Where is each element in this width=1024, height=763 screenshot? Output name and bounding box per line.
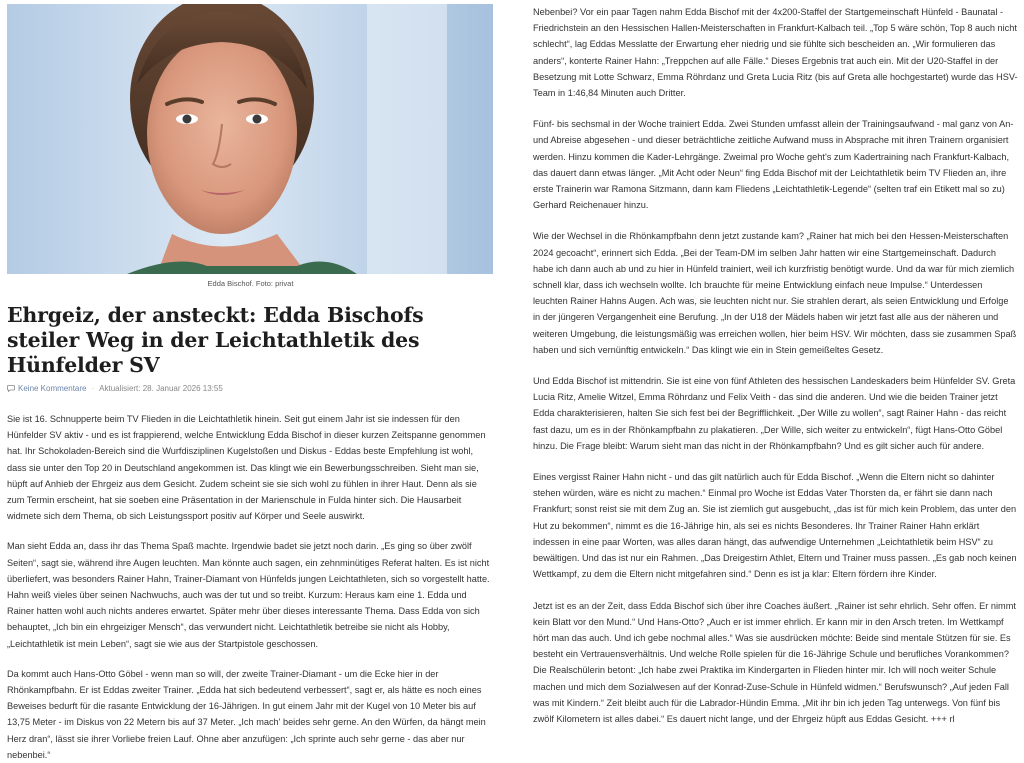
left-column: [7, 4, 494, 763]
article-paragraph: Eines vergisst Rainer Hahn nicht - und das gilt natürlich auch für Edda Bischof. „Wenn die Eltern nicht so dahinter stehen würden, wäre es nicht zu machen.“ Einmal pro Woche ist Eddas Vater Thorsten da, er fährt sie dann nach Frankfurt; sonst reist sie mit dem Zug an. Sie ist ziemlich gut ausgebucht, „das ist für mich kein Problem, das unter den Hut zu bekommen“, nimmt es die 16-Jährige hin, als sei es nichts Besonderes. Ihr Trainer Rainer Hahn erklärt indessen in eine paar Worten, was alles daran hängt, das aufwendige Unternehmen „Leichtathletik beim HSV“ zu bewältigen. Und das ist nur ein Rahmen. „Das Dreigestirn Athlet, Eltern und Trainer muss passen. „Es gab noch keinen Wettkampf, zu dem die Eltern nicht mitgefahren sind.“ Denn es ist ja klar: Eltern fördern ihre Kinder.: [533, 472, 1017, 580]
article-paragraph: Und Edda Bischof ist mittendrin. Sie ist eine von fünf Athleten des hessischen Landeskaders beim Hünfelder SV. Greta Lucia Ritz, Amelie Witzel, Emma Röhrdanz und Felix Veith - das sind die anderen. Und wie die beiden Trainer jetzt Edda charakterisieren, halten Sie sich fest bei der Begrifflichkeit. „Der Wille zu wollen“, sagt Rainer Hahn - das reicht fast dazu, um es in der Rhönkampfbahn zu plakatieren. „Der Wille, sich weiter zu entwickeln“, fügt Hans-Otto Göbel hinzu. Die Frage bleibt: Warum sieht man das nicht in der Rhönkampfbahn? Und es gilt sicher auch für andere.: [533, 376, 1016, 451]
portrait-illustration: [7, 4, 493, 274]
article-paragraph: Jetzt ist es an der Zeit, dass Edda Bischof sich über ihre Coaches äußert. „Rainer ist sehr ehrlich. Sehr offen. Er nimmt kein Blatt vor den Mund.“ Und Hans-Otto? „Auch er ist immer ehrlich. Er kann mir in den Arsch treten. Im Wettkampf hört man das auch. Und ich gebe nochmal alles.“ Was sie ausdrücken möchte: Beide sind mentale Stützen für sie. Es besteht ein Vertrauensverhältnis. Und welche Rolle spielen für die 16-Jährige Schule und berufliches Vorankommen? Die Realschülerin betont: „Ich habe zwei Praktika im Kindergarten in Flieden hinter mir. Ich will noch weiter Schule machen und mich dem Sozialwesen auf der Konrad-Zuse-Schule in Hünfeld widmen.“ Berufswunsch? „Auf jeden Fall was mit Kindern.“ Zeit bleibt auch für die Labrador-Hündin Emma. „Mit ihr bin ich jeden Tag unterwegs. Von fünf bis zwölf Kilometern ist alles dabei.“ Es dauert nicht lange, und der Ehrgeiz hüpft aus Eddas Gesicht. +++ rl: [533, 600, 1016, 724]
article-paragraph: Sie ist 16. Schnupperte beim TV Flieden in die Leichtathletik hinein. Seit gut einem Jahr ist sie indessen für den Hünfelder SV aktiv - und es ist frappierend, welche Entwicklung Edda Bischof in dieser kurzen Zeitspanne genommen hat. Ihr Schokoladen-Bereich sind die Wurfdisziplinen Kugelstoßen und Diskus - Eddas beste Empfehlung ist wohl, dass sie unter den Top 20 in Deutschland angekommen ist. Das klingt wie ein Bewerbungsschreiben. Sieht man sie, hüpft auf Anhieb der Ehrgeiz aus dem Gesicht. Zudem scheint sie sie sich wohl zu fühlen in ihrer Haut. Denn als sie zum Termin erscheint, hat sie soeben eine Präsentation in der Marienschule in Fulda hinter sich. Die Hausarbeit widmete sich dem Thema, ob sich Leistungssport positiv auf Körper und Seele auswirkt.: [7, 414, 486, 522]
meta-separator: ·: [91, 384, 95, 393]
article-photo: [7, 4, 493, 274]
article-paragraph: Da kommt auch Hans-Otto Göbel - wenn man so will, der zweite Trainer-Diamant - um die Ecke hier in der Rhönkampfbahn. Er ist Eddas zweiter Trainer. „Edda hat sich bedeutend verbessert“, sagt er, als hätte es noch eines Beweises bedurft für die rasante Entwicklung der 16-Jährigen. In gut einem Jahr mit der Kugel von 10 Meter bis auf 13,75 Meter - im Diskus von 22 Metern bis auf 37 Meter. „Ich mach' beides sehr gerne. An den Würfen, da hängt mein Herz dran“, lässt sie ihrer Vorliebe freien Lauf. Ohne aber anzufügen: „Ich sprinte auch sehr gerne - das aber nur nebenbei.“: [7, 668, 486, 760]
photo-caption: Edda Bischof. Foto: privat: [207, 279, 294, 288]
right-column: [533, 4, 1018, 742]
comment-icon: [7, 385, 15, 392]
article-paragraph: Wie der Wechsel in die Rhönkampfbahn denn jetzt zustande kam? „Rainer hat mich bei den Hessen-Meisterschaften 2024 gecoacht“, erinnert sich Edda. „Bei der Team-DM im selben Jahr hatten wir eine Startgemeinschaft. Dadurch habe ich dann auch ab und zu hier in Hünfeld trainiert, weil ich kurzfristig benötigt wurde. Und da war für mich ziemlich schnell klar, dass ich wechseln wollte. Ich brauchte für meine Entwicklung einfach neue Impulse.“ Unterdessen leuchten Rainer Hahns Augen. Ach was, sie leuchten nicht nur. Sie strahlen derart, als seien Entwicklung und Erfolge in der jüngeren Vergangenheit eine Berufung. „In der U18 der Mädels haben wir jetzt fast alle aus der näheren und weiteren Umgebung, die leistungsmäßig was erreichen wollen, hier beim HSV. Wir möchten, dass sie zusammen Spaß haben und sich vernünftig entwickeln.“ Das klingt wie ein in Stein gemeißeltes Gesetz.: [533, 231, 1017, 355]
comments-link[interactable]: Keine Kommentare: [18, 384, 87, 393]
article-headline: Ehrgeiz, der ansteckt: Edda Bischofs steiler Weg in der Leichtathletik des Hünfelder SV: [7, 303, 424, 377]
article-paragraph: Fünf- bis sechsmal in der Woche trainiert Edda. Zwei Stunden umfasst allein der Trainingsaufwand - mal ganz von An- und Abreise abgesehen - und dieser beträchtliche zeitliche Aufwand muss in Absprache mit ihren Trainern organisiert werden. Hinzu kommen die Kader-Lehrgänge. Zweimal pro Woche geht's zum Kadertraining nach Frankfurt-Kalbach, das dauert dann etwas länger. „Mit Acht oder Neun“ fing Edda Bischof mit der Leichtathletik beim TV Flieden an, ihre erste Trainerin war Ramona Sitzmann, dann kam Fliedens „Leichtathletik-Legende“ (selten traf ein Etikett mal so zu) Gerhard Reichenauer hinzu.: [533, 119, 1014, 211]
updated-timestamp: Aktualisiert: 28. Januar 2026 13:55: [99, 384, 223, 393]
article-paragraph: Nebenbei? Vor ein paar Tagen nahm Edda Bischof mit der 4x200-Staffel der Startgemeinschaft Hünfeld - Baunatal - Friedrichstein an den Hessischen Hallen-Meisterschaften in Frankfurt-Kalbach teil. „Top 5 wäre schön, Top 8 auch nicht schlecht“, lag Eddas Messlatte der Erwartung eher niedrig und sie fühlte sich bescheiden an. „Wir formulieren das anders“, konterte Rainer Hahn: „Treppchen auf alle Fälle.“ Dieses Ergebnis trat auch ein. Mit der U20-Staffel in der Besetzung mit Lotte Schwarz, Emma Röhrdanz und Greta Lucia Ritz (bis auf Greta alle hochgestartet) wurde das HSV-Team in 1:46,84 Minuten auch Dritter.: [533, 7, 1018, 99]
article-paragraph: Man sieht Edda an, dass ihr das Thema Spaß machte. Irgendwie badet sie jetzt noch darin. „Es ging so über zwölf Seiten“, sagt sie, während ihre Augen leuchten. Man könnte auch sagen, ein zehnminütiges Referat halten. Es ist nicht überliefert, was besonders Rainer Hahn, Trainer-Diamant von Hünfelds jungen Leichtathleten, sich so vorgestellt hatte. Hahn weiß vieles über seinen Nachwuchs, auch was der tut und so treibt. Kurzum: Heraus kam eine 1. Edda und Rainer hatten wohl auch nichts anderes erwartet. Später mehr über dieses interessante Thema. Dass Edda von sich behauptet, „Ich bin ein ehrgeiziger Mensch“, das verwundert nicht. Leichtathletik betreibe sie nicht als Hobby, „Leichtathletik ist mein Leben“, sagt sie wie aus der Startpistole geschossen.: [7, 541, 490, 649]
article-meta: [7, 384, 494, 393]
